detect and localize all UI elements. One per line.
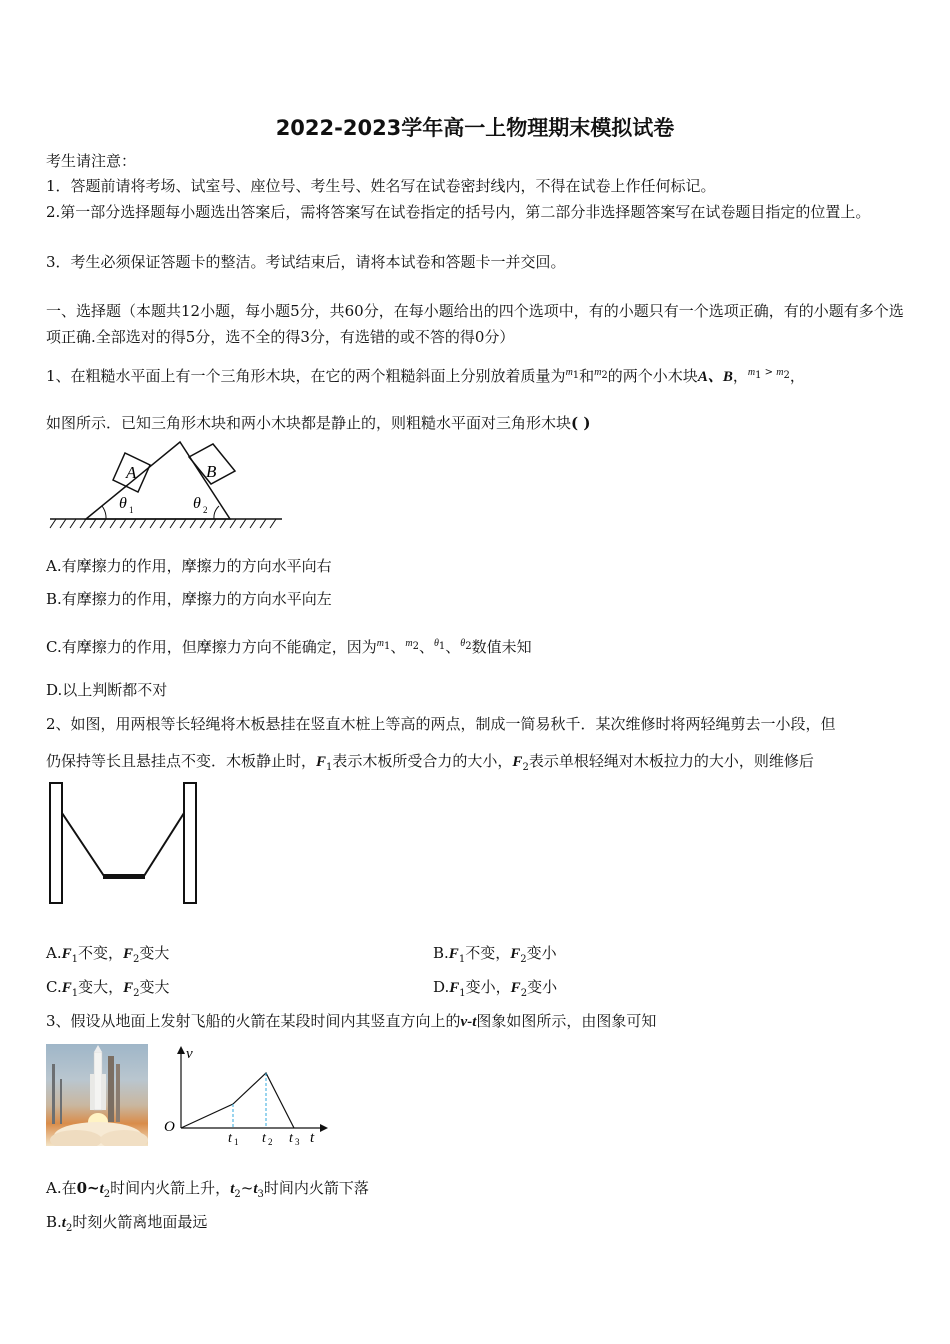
q3a-d: ~ bbox=[240, 1179, 254, 1197]
tick-t2: t bbox=[262, 1131, 266, 1146]
q2a-a: 不变， bbox=[78, 944, 124, 962]
q1-ineq-m2-sub: 2 bbox=[783, 370, 790, 381]
q2d-f1-sub: 1 bbox=[459, 988, 466, 999]
theta-2-sub: 2 bbox=[203, 505, 208, 515]
q1-option-c[interactable] bbox=[46, 633, 532, 658]
q1-text-a: 1、在粗糙水平面上有一个三角形木块，在它的两个粗糙斜面上分别放着质量为 bbox=[46, 367, 566, 385]
q2-swing-figure bbox=[46, 780, 206, 910]
c-theta2-sub: 2 bbox=[465, 641, 472, 652]
q2a-f2-sub: 2 bbox=[133, 954, 140, 965]
q1-line2-text: 如图所示．已知三角形木块和两小木块都是静止的，则粗糙水平面对三角形木块 bbox=[46, 414, 572, 432]
c-theta1-sub: 1 bbox=[438, 641, 446, 652]
notice-heading: 考生请注意： bbox=[46, 152, 137, 170]
q1-answer-paren: ( ) bbox=[571, 414, 591, 432]
c-m2-sub: 2 bbox=[412, 641, 419, 652]
c-m1: m bbox=[376, 638, 384, 649]
c-theta1: θ bbox=[433, 638, 439, 649]
notice-item-1: 1．答题前请将考场、试室号、座位号、考生号、姓名写在试卷密封线内，不得在试卷上作任何标记。 bbox=[46, 177, 716, 195]
tick-t3-sub: 3 bbox=[295, 1137, 300, 1147]
q2a-f1-sub: 1 bbox=[71, 954, 78, 965]
q2d-a: 变小， bbox=[465, 978, 511, 996]
q2-option-d[interactable] bbox=[433, 976, 557, 1005]
q2b-f2-sub: 2 bbox=[520, 954, 527, 965]
q2b-f1-sub: 1 bbox=[458, 954, 466, 965]
q1-incline-figure bbox=[46, 440, 286, 535]
rocket-launch-image bbox=[46, 1044, 148, 1146]
q3-vt-graph bbox=[160, 1044, 325, 1147]
c-sep-3: 、 bbox=[445, 638, 461, 656]
q3a-a: A.在 bbox=[46, 1179, 77, 1197]
q1-blocks: A、B bbox=[697, 369, 733, 385]
q2a-b: 变大 bbox=[139, 944, 170, 962]
origin-label: O bbox=[164, 1119, 175, 1135]
label-b: B bbox=[206, 462, 217, 481]
q2-option-c[interactable] bbox=[46, 976, 170, 1005]
notice-item-2: 2.第一部分选择题每小题选出答案后，需将答案写在试卷指定的括号内，第二部分非选择题答案写在试卷题目指定的位置上。 bbox=[46, 203, 871, 221]
c-sep-1: 、 bbox=[390, 638, 406, 656]
q3-text-b: 图象如图所示，由图象可知 bbox=[476, 1012, 657, 1030]
q3a-c: 时间内火箭上升， bbox=[110, 1179, 231, 1197]
q3a-t2b-sub: 2 bbox=[234, 1189, 241, 1200]
q1-comma: ， bbox=[789, 367, 805, 385]
theta-2: θ bbox=[193, 495, 201, 512]
tick-t3: t bbox=[289, 1131, 293, 1146]
question-2-line-1: 2、如图，用两根等长轻绳将木板悬挂在竖直木桩上等高的两点，制成一简易秋千．某次维修时将两轻绳剪去一小段，但 bbox=[46, 715, 836, 733]
q2c-f2-sub: 2 bbox=[133, 988, 140, 999]
q2d-b: 变小 bbox=[527, 978, 558, 996]
c-m2: m bbox=[405, 638, 413, 649]
post-right bbox=[184, 783, 196, 903]
tick-t2-sub: 2 bbox=[268, 1137, 273, 1147]
c-m1-sub: 1 bbox=[383, 641, 391, 652]
q3-option-b[interactable] bbox=[46, 1211, 207, 1240]
q1-mass-1-sub: 1 bbox=[572, 370, 580, 381]
page-title: 2022-2023学年高一上物理期末模拟试卷 bbox=[275, 116, 675, 140]
q2d-letter: D. bbox=[433, 978, 450, 996]
notice-item-3: 3．考生必须保证答题卡的整洁。考试结束后，请将本试卷和答题卡一并交回。 bbox=[46, 253, 566, 271]
q1-ineq-m2: m bbox=[776, 367, 784, 378]
q2b-f1: F bbox=[448, 946, 459, 962]
q2a-f1: F bbox=[61, 946, 72, 962]
q2b-letter: B. bbox=[433, 944, 449, 962]
q2d-f2: F bbox=[510, 980, 521, 996]
swing-board bbox=[103, 874, 145, 879]
q1-option-d[interactable]: D.以上判断都不对 bbox=[46, 681, 168, 699]
theta-1: θ bbox=[119, 495, 127, 512]
q1-text-b: 的两个小木块 bbox=[607, 367, 698, 385]
q3a-t3-sub: 3 bbox=[257, 1189, 264, 1200]
axis-v-label: v bbox=[186, 1046, 193, 1062]
q2c-f1-sub: 1 bbox=[71, 988, 79, 999]
q2-f2: F bbox=[512, 754, 523, 770]
c-post: 数值未知 bbox=[471, 638, 532, 656]
question-1-line-2 bbox=[46, 412, 590, 434]
q2c-a: 变大， bbox=[78, 978, 124, 996]
question-3-line-1 bbox=[46, 1010, 656, 1033]
q2d-f2-sub: 2 bbox=[520, 988, 528, 999]
q2c-f1: F bbox=[61, 980, 72, 996]
q1-option-c-text: C.有摩擦力的作用，但摩擦力方向不能确定，因为 bbox=[46, 638, 377, 656]
q2a-letter: A. bbox=[46, 944, 62, 962]
q1-option-a[interactable]: A.有摩擦力的作用，摩擦力的方向水平向右 bbox=[46, 557, 332, 575]
question-1-line-1: 1、在粗糙水平面上有一个三角形木块，在它的两个粗糙斜面上分别放着质量为$^{m_1}$和$^{m_2}$的两个小木块A、B，$^{m_1 > m_2}$， bbox=[46, 367, 805, 385]
q3b-t2-sub: 2 bbox=[65, 1223, 73, 1234]
q2c-f2: F bbox=[123, 980, 134, 996]
q2-f2-sub: 2 bbox=[522, 762, 529, 773]
q3-option-a[interactable] bbox=[46, 1177, 369, 1206]
q1-mass-2-sub: 2 bbox=[601, 370, 608, 381]
q1-mass-1: m bbox=[565, 367, 573, 378]
q2c-b: 变大 bbox=[139, 978, 170, 996]
q3b-a: B. bbox=[46, 1213, 62, 1231]
question-2-line-2 bbox=[46, 750, 814, 779]
q3a-b: 0~ bbox=[76, 1179, 100, 1197]
q2c-letter: C. bbox=[46, 978, 62, 996]
q1-option-b[interactable]: B.有摩擦力的作用，摩擦力的方向水平向左 bbox=[46, 590, 332, 608]
label-a: A bbox=[126, 463, 137, 482]
q2b-a: 不变， bbox=[465, 944, 511, 962]
q2-f1: F bbox=[316, 754, 327, 770]
q1-mass-2: m bbox=[594, 367, 602, 378]
tick-t1-sub: 1 bbox=[234, 1137, 239, 1147]
q2b-f2: F bbox=[510, 946, 521, 962]
q2-text-a: 仍保持等长且悬挂点不变．木板静止时， bbox=[46, 752, 317, 770]
q2d-f1: F bbox=[449, 980, 460, 996]
section-heading: 一、选择题（本题共12小题，每小题5分，共60分，在每小题给出的四个选项中，有的小题只有一个选项正确，有的小题有多个选项正确.全部选对的得5分，选不全的得3分，有选错的或不答的得0分） bbox=[46, 302, 904, 346]
q1-gt: > bbox=[761, 367, 777, 378]
tick-t1: t bbox=[228, 1131, 232, 1146]
q3b-b: 时刻火箭离地面最远 bbox=[72, 1213, 208, 1231]
q3a-e: 时间内火箭下落 bbox=[263, 1179, 369, 1197]
q1-ineq-m1: m bbox=[747, 367, 756, 378]
theta-1-sub: 1 bbox=[129, 505, 134, 515]
q2-f1-sub: 1 bbox=[326, 762, 333, 773]
q3a-t2: t bbox=[99, 1181, 104, 1197]
axis-t-label: t bbox=[310, 1130, 315, 1146]
c-theta2: θ bbox=[460, 638, 466, 649]
q1-and: 和 bbox=[579, 367, 595, 385]
q3a-t3: t bbox=[253, 1181, 258, 1197]
q2-text-c: 表示单根轻绳对木板拉力的大小，则维修后 bbox=[528, 752, 814, 770]
q2b-b: 变小 bbox=[526, 944, 557, 962]
q3a-t2b: t bbox=[230, 1181, 235, 1197]
q2-option-b[interactable] bbox=[433, 942, 557, 971]
q2-text-b: 表示木板所受合力的大小， bbox=[332, 752, 513, 770]
q2a-f2: F bbox=[123, 946, 134, 962]
c-sep-2: 、 bbox=[418, 638, 434, 656]
post-left bbox=[50, 783, 62, 903]
q2-option-a[interactable] bbox=[46, 942, 169, 971]
q3b-t2: t bbox=[61, 1215, 66, 1231]
q3a-t2-sub: 2 bbox=[103, 1189, 111, 1200]
velocity-curve bbox=[181, 1073, 294, 1128]
q3-vt: v-t bbox=[460, 1014, 477, 1030]
q3-text-a: 3、假设从地面上发射飞船的火箭在某段时间内其竖直方向上的 bbox=[46, 1012, 461, 1030]
q1-ineq-m1-sub: 1 bbox=[755, 370, 762, 381]
